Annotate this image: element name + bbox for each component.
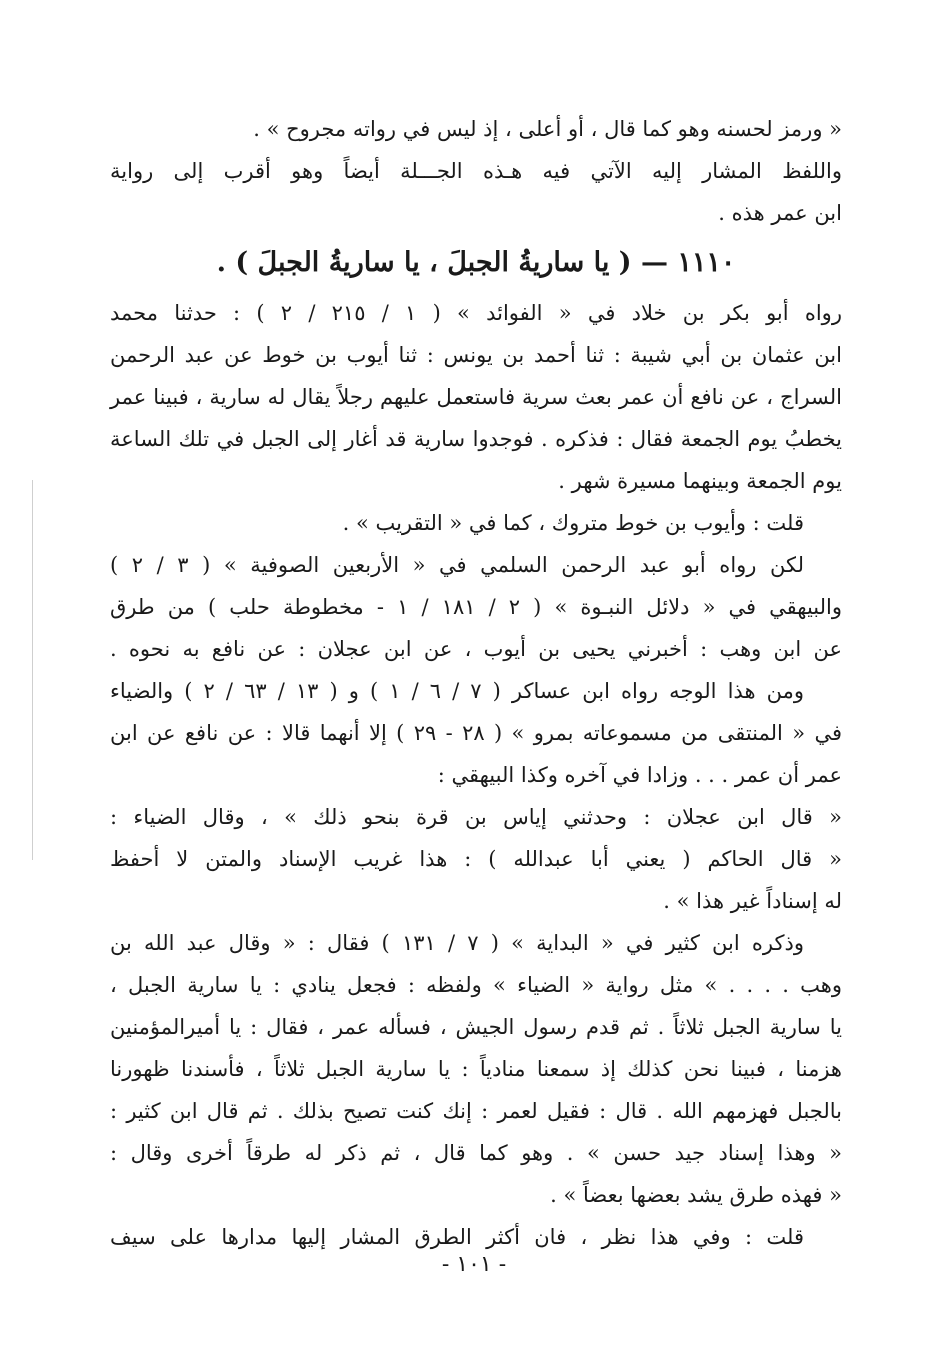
text-line: السراج ، عن نافع أن عمر بعث سرية فاستعمل عليهم رجلاً يقال له سارية ، فبينا عمر bbox=[110, 385, 842, 409]
text-line: لكن رواه أبو عبد الرحمن السلمي في « الأربعين الصوفية » ( ٣ / ٢ ) bbox=[110, 553, 804, 577]
text-line: « فهذه طرق يشد بعضها بعضاً » . bbox=[550, 1183, 842, 1207]
text-line: له إسناداً غير هذا » . bbox=[663, 889, 842, 913]
text-line: ابن عثمان بن أبي شيبة : ثنا أحمد بن يونس : ثنا أيوب بن خوط عن عبد الرحمن bbox=[110, 343, 842, 367]
text-line: ابن عمر هذه . bbox=[718, 201, 842, 225]
page-number: - ١٠١ - bbox=[441, 1252, 507, 1277]
text-line: واللفظ المشار إليه الآتي فيه هـذه الجـــلة أيضاً وهو أقرب إلى رواية bbox=[110, 159, 842, 183]
text-line: في « المنتقى من مسموعاته بمرو » ( ٢٨ - ٢٩ ) إلا أنهما قالا : عن نافع عن ابن bbox=[110, 721, 842, 745]
hadith-heading: ١١١٠ — ( يا ساريةُ الجبلَ ، يا ساريةُ الجبلَ ) . bbox=[216, 247, 736, 278]
text-line: وهب . . . . » مثل رواية « الضياء » ولفظه : فجعل ينادي : يا سارية الجبل ، bbox=[110, 973, 842, 997]
page-body bbox=[110, 108, 842, 1258]
text-line: بالجبل فهزمهم الله . قال : فقيل لعمر : إنك كنت تصيح بذلك . ثم قال ابن كثير : bbox=[110, 1099, 842, 1123]
text-line: رواه أبو بكر بن خلاد في « الفوائد » ( ١ / ٢١٥ / ٢ ) : حدثنا محمد bbox=[110, 301, 842, 325]
text-line: قلت : وأيوب بن خوط متروك ، كما في « التقريب » . bbox=[342, 511, 804, 535]
text-line: « وهذا إسناد جيد حسن » . وهو كما قال ، ثم ذكر له طرقاً أخرى وقال : bbox=[110, 1141, 842, 1165]
text-line: يوم الجمعة وبينهما مسيرة شهر . bbox=[558, 469, 842, 493]
text-line: وذكره ابن كثير في « البداية » ( ٧ / ١٣١ ) فقال : « وقال عبد الله بن bbox=[110, 931, 804, 955]
text-line: قلت : وفي هذا نظر ، فان أكثر الطرق المشار إليها مدارها على سيف bbox=[110, 1225, 804, 1249]
text-line: يا سارية الجبل ثلاثاً . ثم قدم رسول الجيش ، فسأله عمر ، فقال : يا أميرالمؤمنين bbox=[110, 1015, 842, 1039]
text-line: « قال ابن عجلان : وحدثني إياس بن قرة بنحو ذلك » ، وقال الضياء : bbox=[110, 805, 842, 829]
text-line: عن ابن وهب : أخبرني يحيى بن أيوب ، عن ابن عجلان : عن نافع به نحوه . bbox=[110, 637, 842, 661]
text-line: يخطبُ يوم الجمعة فقال : فذكره . فوجدوا سارية قد أغار إلى الجبل في تلك الساعة bbox=[110, 427, 842, 451]
text-line: والبيهقي في « دلائل النبـوة » ( ٢ / ١٨١ / ١ - مخطوطة حلب ) من طرق bbox=[110, 595, 843, 619]
text-line: « ورمز لحسنه وهو كما قال ، أو أعلى ، إذ ليس في رواته مجروح » . bbox=[253, 117, 842, 141]
text-line: « قال الحاكم ( يعني أبا عبدالله ) : هذا غريب الإسناد والمتن لا أحفظ bbox=[110, 847, 842, 871]
text-line: عمر أن عمر . . . وزادا في آخره وكذا البيهقي : bbox=[437, 763, 842, 787]
scan-edge-line bbox=[32, 480, 33, 860]
text-line: هزمنا ، فبينا نحن كذلك إذ سمعنا منادياً : يا سارية الجبل ثلاثاً ، فأسندنا ظهورنا bbox=[110, 1057, 842, 1081]
text-line: ومن هذا الوجه رواه ابن عساكر ( ٧ / ٦ / ١ ) و ( ١٣ / ٦٣ / ٢ ) والضياء bbox=[110, 679, 804, 703]
